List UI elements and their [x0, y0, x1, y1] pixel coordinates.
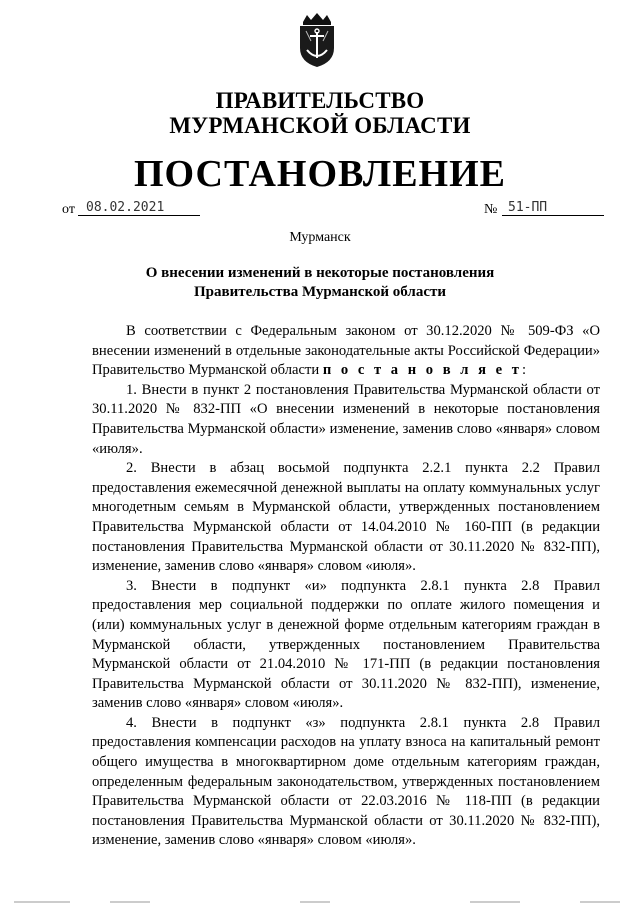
number-prefix: № [484, 202, 498, 217]
paragraph-1: 1. Внести в пункт 2 постановления Правительства Мурманской области от 30.11.2020 № 832-ПП «О внесении изменений в некоторые постановления Правительства Мурманской области» изменение, заменив слово «января» словом «июля». [92, 381, 600, 457]
organization-name-line1: ПРАВИТЕЛЬСТВО [215, 88, 425, 113]
document-subject [0, 264, 640, 302]
document-type-title: ПОСТАНОВЛЕНИЕ [133, 153, 507, 195]
paragraph-4: 4. Внести в подпункт «з» подпункта 2.8.1 пункта 2.8 Правил предоставления компенсации расходов на уплату взноса на капитальный ремонт общего имущества в многоквартирном доме отдельным категориям граждан, определенным федеральным законодательством, утвержденных постановлением Правительства Мурманской области от 22.03.2016 № 118-ПП (в редакции постановления Правительства Мурманской области от 30.11.2020 № 832-ПП), изменение, заменив слово «января» словом «июля». [92, 714, 600, 849]
subject-line2: Правительства Мурманской области [193, 284, 447, 300]
paragraph-3: 3. Внести в подпункт «и» подпункта 2.8.1 пункта 2.8 Правил предоставления мер социальной поддержки по оплате жилого помещения и (или) коммунальных услуг в денежной форме отдельным категориям граждан в Мурманской области, утвержденных постановлением Правительства Мурманской области от 21.04.2010 № 171-ПП (в редакции постановления Правительства Мурманской области от 30.11.2020 № 832-ПП), изменение, заменив слово «января» словом «июля». [92, 577, 600, 712]
date-prefix: от [62, 202, 75, 217]
paragraph-2: 2. Внести в абзац восьмой подпункта 2.2.1 пункта 2.2 Правил предоставления ежемесячной денежной выплаты на оплату коммунальных услуг многодетным семьям в Мурманской области, утвержденных постановлением Правительства Мурманской области от 14.04.2010 № 160-ПП (в редакции постановления Правительства Мурманской области от 30.11.2020 № 832-ПП), изменение, заменив слово «января» словом «июля». [92, 460, 600, 575]
coat-of-arms-icon [294, 12, 340, 68]
scan-edge-marks [0, 894, 640, 905]
intro-colon: : [521, 362, 526, 379]
document-number: 51-ПП [502, 200, 604, 216]
organization-name-line2: МУРМАНСКОЙ ОБЛАСТИ [169, 113, 471, 138]
intro-text: В соответствии с Федеральным законом от 30.12.2020 № 509-ФЗ «О внесении изменений в отдельные законодательные акты Российской Федерации» Правительство Мурманской области [92, 323, 600, 379]
subject-line1: О внесении изменений в некоторые постановления [145, 265, 495, 281]
city-name: Мурманск [289, 230, 351, 245]
intro-paragraph [92, 322, 600, 381]
document-date: 08.02.2021 [78, 200, 200, 216]
resolution-verb: п о с т а н о в л я е т [322, 362, 522, 379]
document-body [92, 322, 600, 851]
